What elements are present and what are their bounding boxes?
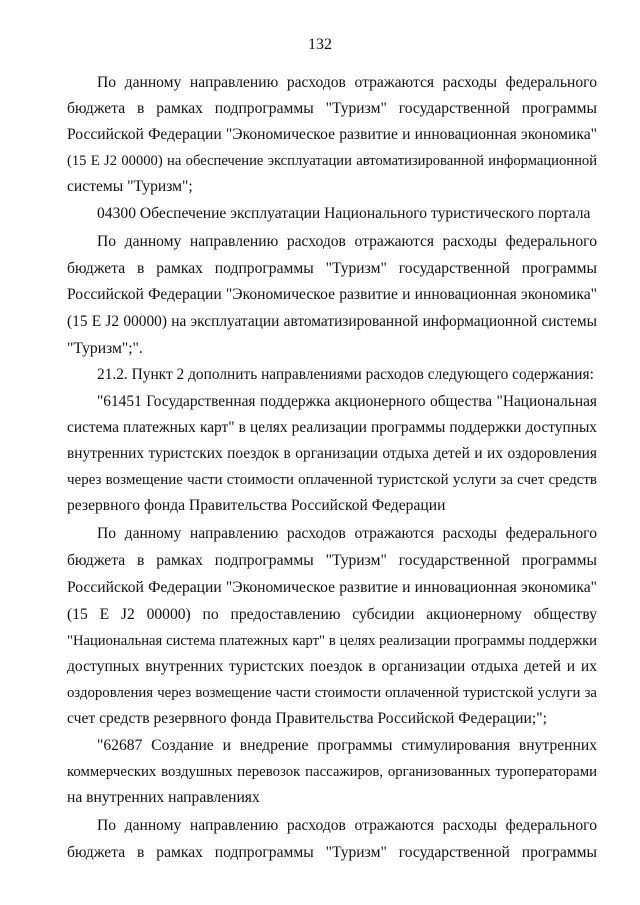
paragraph-line: бюджета в рамках подпрограммы "Туризм" государственной программы (67, 552, 597, 569)
page-number: 132 (308, 36, 332, 53)
paragraph-line: "62687 Создание и внедрение программы стимулирования внутренних (97, 737, 597, 754)
paragraph-line: оздоровления через возмещение части стоимости оплаченной туристской услуги за (67, 685, 597, 701)
paragraph-line: "Туризм";". (67, 340, 143, 357)
paragraph-line: По данному направлению расходов отражаются расходы федерального (97, 233, 597, 250)
paragraph-line: 21.2. Пункт 2 дополнить направлениями расходов следующего содержания: (97, 366, 594, 383)
paragraph-line: По данному направлению расходов отражаются расходы федерального (97, 817, 597, 834)
paragraph-line: Российской Федерации "Экономическое развитие и инновационная экономика" (67, 579, 597, 596)
paragraph-line: "61451 Государственная поддержка акционерного общества "Национальная (97, 393, 597, 410)
paragraph-line: счет средств резервного фонда Правительства Российской Федерации;"; (67, 710, 547, 727)
paragraph-line: По данному направлению расходов отражаются расходы федерального (97, 525, 597, 542)
paragraph-line: коммерческих воздушных перевозок пассажиров, организованных туроператорами (67, 764, 597, 780)
paragraph-line: бюджета в рамках подпрограммы "Туризм" государственной программы (67, 844, 597, 861)
paragraph-line: бюджета в рамках подпрограммы "Туризм" государственной программы (67, 100, 597, 117)
paragraph-line: на внутренних направлениях (67, 789, 260, 806)
paragraph-line: внутренних туристских поездок в организации отдыха детей и их оздоровления (67, 445, 597, 462)
paragraph-line: системы "Туризм"; (67, 178, 193, 195)
paragraph-line: через возмещение части стоимости оплаченной туристской услуги за счет средств (67, 472, 597, 488)
paragraph-line: (15 Е J2 00000) на эксплуатации автоматизированной информационной системы (67, 313, 597, 330)
paragraph-line: система платежных карт" в целях реализации программы поддержки доступных (67, 419, 597, 436)
paragraph-line: бюджета в рамках подпрограммы "Туризм" государственной программы (67, 260, 597, 277)
paragraph-line: Российской Федерации "Экономическое развитие и инновационная экономика" (67, 126, 597, 143)
paragraph-line: доступных внутренних туристских поездок в организации отдыха детей и их (67, 658, 597, 675)
paragraph-line: (15 Е J2 00000) на обеспечение эксплуатации автоматизированной информационной (67, 153, 597, 169)
paragraph-line: По данному направлению расходов отражаются расходы федерального (97, 74, 597, 91)
paragraph-line: Российской Федерации "Экономическое развитие и инновационная экономика" (67, 286, 597, 303)
paragraph-line: (15 Е J2 00000) по предоставлению субсидии акционерному обществу (67, 606, 597, 623)
paragraph-line: 04300 Обеспечение эксплуатации Национального туристического портала (97, 205, 591, 222)
paragraph-line: "Национальная система платежных карт" в целях реализации программы поддержки (67, 633, 597, 649)
paragraph-line: резервного фонда Правительства Российской Федерации (67, 497, 446, 514)
